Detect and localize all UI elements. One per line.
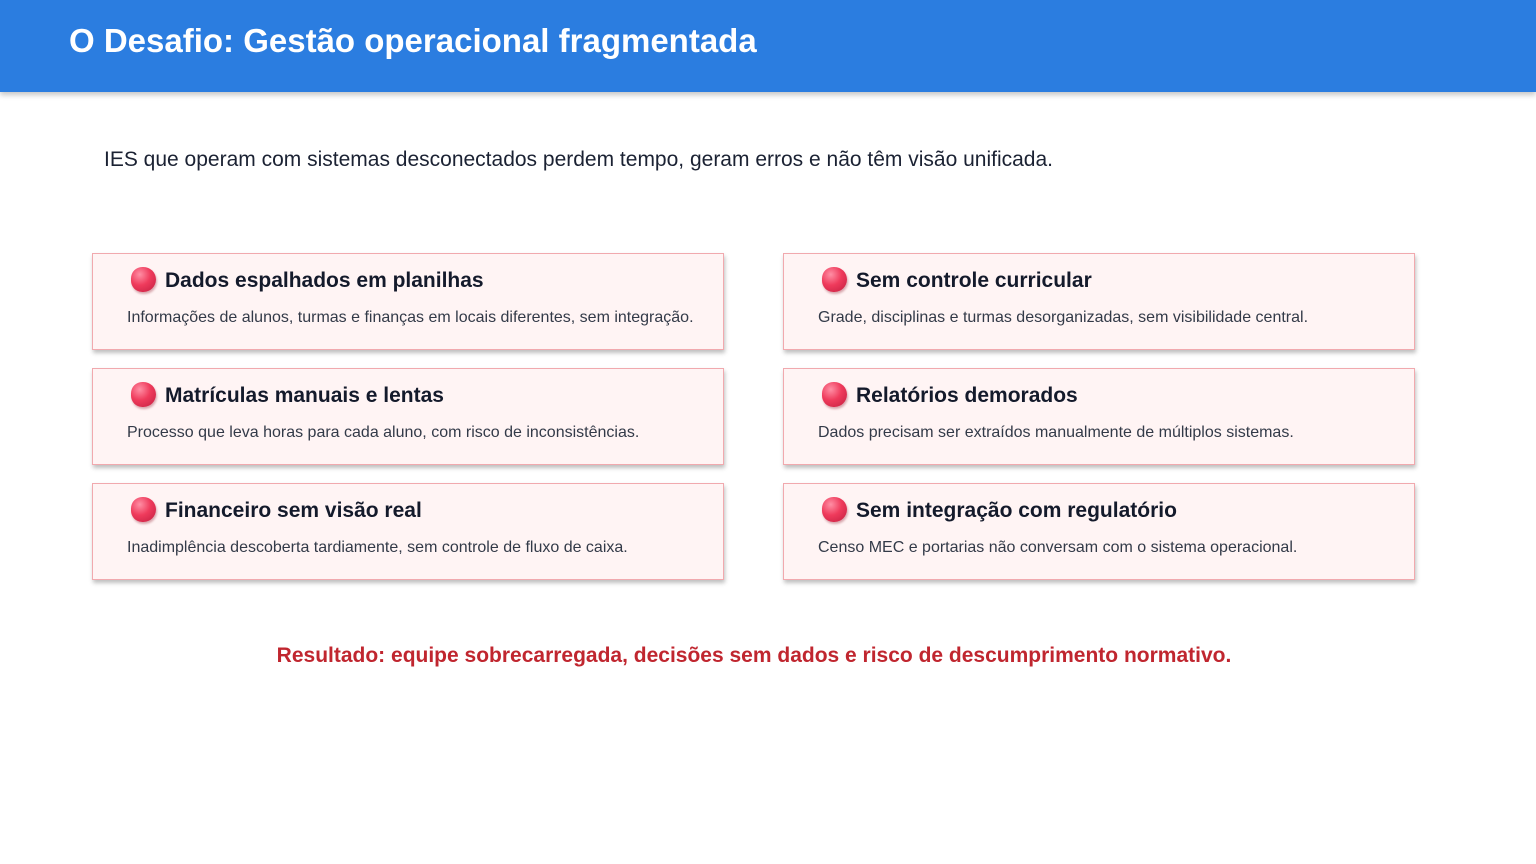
card-title: Financeiro sem visão real: [165, 499, 422, 522]
challenge-card-financial: [92, 483, 724, 580]
card-title: Dados espalhados em planilhas: [165, 269, 484, 292]
card-title: Matrículas manuais e lentas: [165, 384, 444, 407]
card-text: Grade, disciplinas e turmas desorganizadas, sem visibilidade central.: [818, 309, 1309, 326]
red-bullet-icon: [822, 497, 847, 522]
card-text: Censo MEC e portarias não conversam com o sistema operacional.: [818, 539, 1298, 556]
intro-text: IES que operam com sistemas desconectados perdem tempo, geram erros e não têm visão unificada.: [104, 148, 1053, 171]
red-bullet-icon: [822, 382, 847, 407]
challenge-card-regulatory: [783, 483, 1415, 580]
card-text: Informações de alunos, turmas e finanças em locais diferentes, sem integração.: [127, 309, 694, 326]
page-title: O Desafio: Gestão operacional fragmentada: [69, 22, 757, 59]
challenge-card-curriculum: [783, 253, 1415, 350]
card-text: Processo que leva horas para cada aluno, com risco de inconsistências.: [127, 424, 640, 441]
card-title: Sem controle curricular: [856, 269, 1092, 292]
red-bullet-icon: [131, 497, 156, 522]
card-title: Sem integração com regulatório: [856, 499, 1177, 522]
card-title: Relatórios demorados: [856, 384, 1078, 407]
challenge-card-enrollment: [92, 368, 724, 465]
red-bullet-icon: [131, 267, 156, 292]
challenge-card-reports: [783, 368, 1415, 465]
challenge-card-spreadsheets: [92, 253, 724, 350]
card-text: Inadimplência descoberta tardiamente, sem controle de fluxo de caixa.: [127, 539, 628, 556]
result-statement: Resultado: equipe sobrecarregada, decisões sem dados e risco de descumprimento normativo.: [276, 644, 1232, 667]
card-text: Dados precisam ser extraídos manualmente de múltiplos sistemas.: [818, 424, 1294, 441]
header-bar: [0, 0, 1536, 92]
red-bullet-icon: [131, 382, 156, 407]
red-bullet-icon: [822, 267, 847, 292]
